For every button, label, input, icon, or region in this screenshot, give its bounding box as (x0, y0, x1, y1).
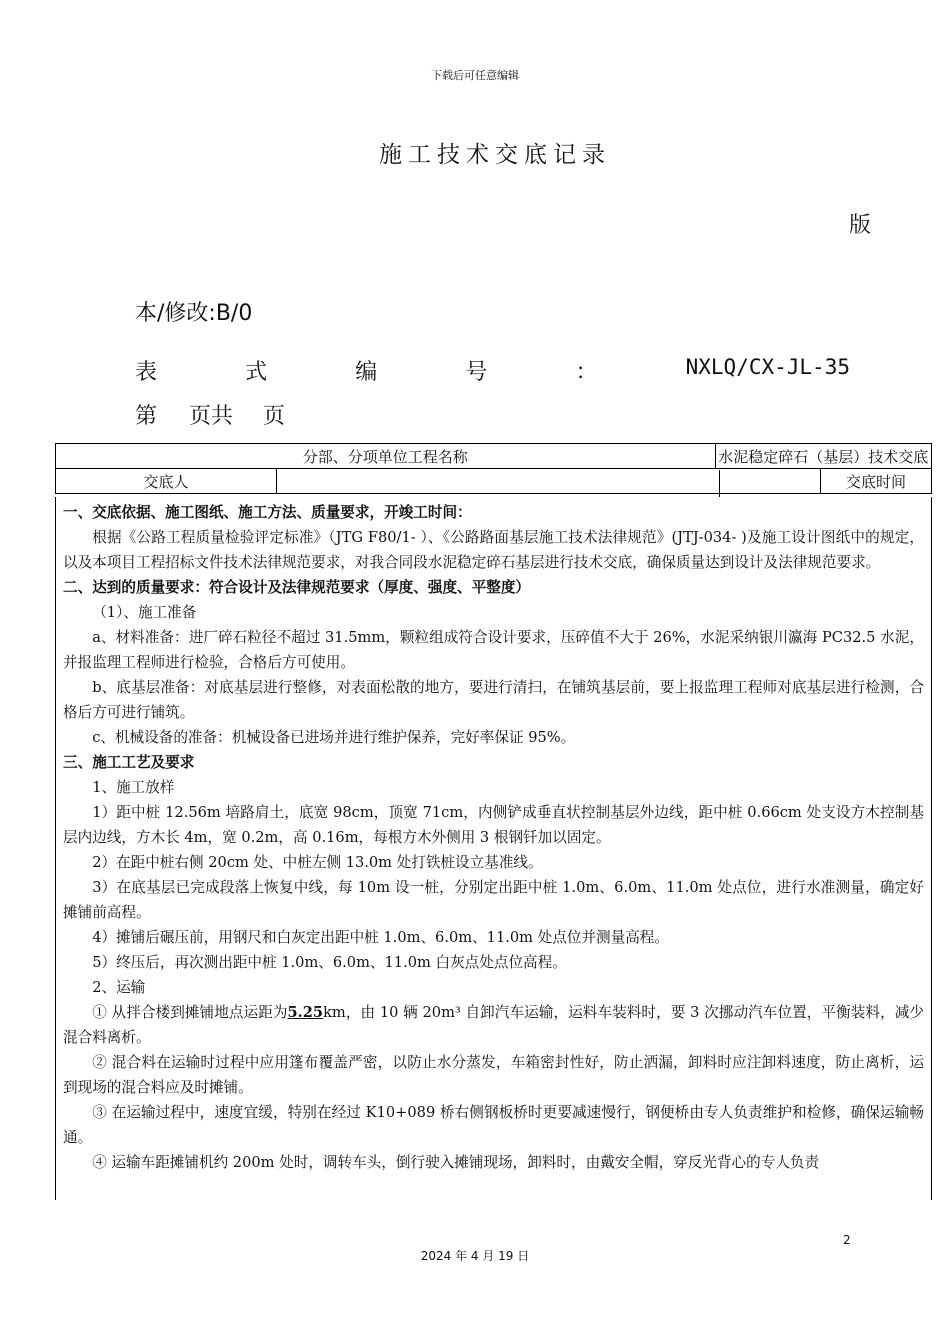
paragraph: 5）终压后，再次测出距中桩 1.0m、6.0m、11.0m 白灰点处点位高程。 (92, 954, 567, 971)
subheading: 1、施工放样 (92, 779, 175, 796)
disclosure-time-label: 交底时间 (821, 469, 932, 494)
paragraph: 1）距中桩 12.56m 培路肩土，底宽 98cm，顶宽 71cm，内侧铲成垂直状控制基层外边线，距中桩 0.66cm 处支设方木控制基层内边线，方木长 4m，宽 0.2m，高 0.16m，每根方木外侧用 3 根钢钎加以固定。 (63, 804, 924, 846)
form-number-colon: ： (575, 360, 598, 385)
document-title: 施工技术交底记录 (379, 142, 611, 168)
form-number-code: NXLQ/CX-JL-35 (685, 355, 850, 379)
discloser-value (277, 469, 821, 494)
page-count-b: 页共 (189, 404, 234, 429)
paragraph (63, 1000, 924, 1050)
subheading: （1）、施工准备 (92, 604, 197, 621)
paragraph: ③ 在运输过程中，速度宜缓，特别在经过 K10+089 桥右侧钢板桥时更要减速慢行，钢便桥由专人负责维护和检修，确保运输畅通。 (63, 1104, 924, 1146)
project-name-value: 水泥稳定碎石（基层）技术交底 (715, 444, 931, 469)
form-number-row (135, 355, 850, 386)
footer-date: 2024 年 4 月 19 日 (420, 1249, 530, 1263)
time-value-divider (719, 470, 720, 497)
paragraph: 根据《公路工程质量检验评定标准》（JTG F80/1- ）、《公路路面基层施工技术法律规范》(JTJ-034- )及施工设计图纸中的规定，以及本项目工程招标文件技术法律规范要求，对我合同段水泥稳定碎石基层进行技术交底，确保质量达到设计及法律规范要求。 (63, 529, 924, 571)
page-number: 2 (843, 1233, 851, 1247)
project-name-label: 分部、分项单位工程名称 (56, 444, 716, 469)
meta-table (55, 443, 932, 494)
paragraph: ④ 运输车距摊铺机约 200m 处时，调转车头，倒行驶入摊铺现场，卸料时，由戴安全帽，穿反光背心的专人负责 (92, 1154, 820, 1171)
paragraph: b、底基层准备：对底基层进行整修，对表面松散的地方，要进行清扫，在铺筑基层前，要上报监理工程师对底基层进行检测，合格后方可进行铺筑。 (63, 679, 924, 721)
paragraph: c、机械设备的准备：机械设备已进场并进行维护保养，完好率保证 95%。 (92, 729, 576, 746)
header-note: 下载后可任意编辑 (431, 69, 519, 82)
page-count-c: 页 (263, 404, 286, 429)
form-number-char: 表 (135, 360, 158, 385)
content-body (55, 497, 932, 1200)
text-run: km，由 10 辆 20m³ 自卸汽车运输，运料车装料时，要 3 次挪动汽车位置，平衡装料，减少混合料离析。 (63, 1004, 925, 1046)
section-heading: 三、施工工艺及要求 (63, 754, 195, 771)
version-label-first-char: 版 (849, 213, 872, 238)
text-run: ① 从拌合楼到摊铺地点运距为 (92, 1004, 288, 1021)
distance-value: 5.25 (287, 1004, 324, 1021)
page-count-row (135, 399, 285, 430)
form-number-char: 式 (245, 360, 268, 385)
version-label: 本/修改:B/0 (135, 301, 253, 326)
paragraph: a、材料准备：进厂碎石粒径不超过 31.5mm，颗粒组成符合设计要求，压碎值不大于 26%，水泥采纳银川瀛海 PC32.5 水泥，并报监理工程师进行检验，合格后方可使用。 (63, 629, 924, 671)
form-number-char: 编 (355, 360, 378, 385)
paragraph: ② 混合料在运输时过程中应用篷布覆盖严密，以防止水分蒸发，车箱密封性好，防止洒漏，卸料时应注卸料速度，防止离析，运到现场的混合料应及时摊铺。 (63, 1054, 924, 1096)
discloser-label: 交底人 (56, 469, 277, 494)
paragraph: 3）在底基层已完成段落上恢复中线，每 10m 设一桩，分别定出距中桩 1.0m、6.0m、11.0m 处点位，进行水准测量，确定好摊铺前高程。 (63, 879, 924, 921)
section-heading: 一、交底依据、施工图纸、施工方法、质量要求，开竣工时间： (63, 504, 472, 521)
page-count-a: 第 (135, 404, 158, 429)
section-heading: 二、达到的质量要求：符合设计及法律规范要求（厚度、强度、平整度） (63, 579, 531, 596)
form-number-char: 号 (465, 360, 488, 385)
paragraph: 2）在距中桩右侧 20cm 处、中桩左侧 13.0m 处打铁桩设立基准线。 (92, 854, 543, 871)
subheading: 2、运输 (92, 979, 146, 996)
paragraph: 4）摊铺后碾压前，用钢尺和白灰定出距中桩 1.0m、6.0m、11.0m 处点位并测量高程。 (92, 929, 669, 946)
